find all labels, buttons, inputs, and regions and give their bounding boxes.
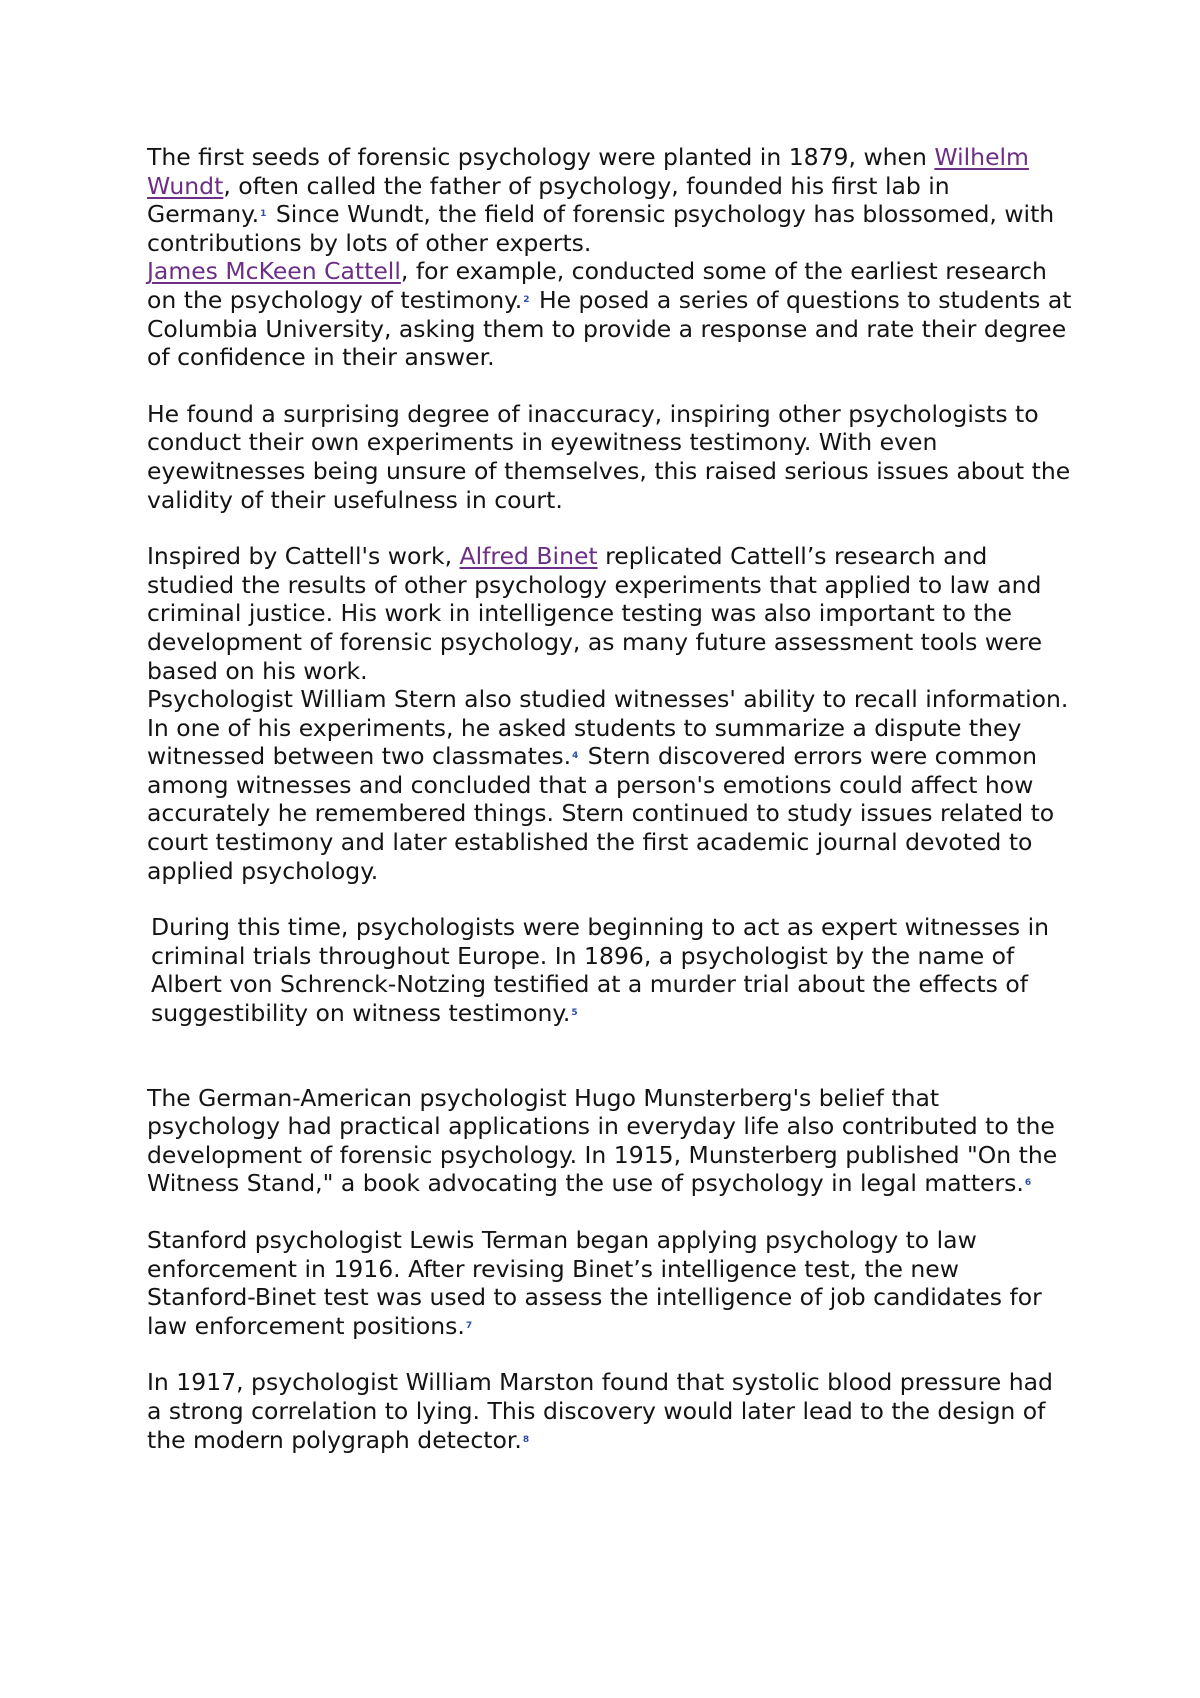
paragraph-text: The German-American psychologist Hugo Munsterberg's belief that psychology had practical applications in everyday life also contributed to the development of forensic psychology. In 1915, Munsterberg published "On the Witness Stand," a book advocating the use of psychology in legal matters. xyxy=(147,1083,1058,1198)
footnote-ref-6[interactable]: 6 xyxy=(1024,1178,1032,1189)
paragraph-cattell xyxy=(147,257,1072,371)
paragraph-munsterberg xyxy=(147,1084,1072,1198)
paragraph-text: He found a surprising degree of inaccuracy, inspiring other psychologists to conduct their own experiments in eyewitness testimony. With even eyewitnesses being unsure of themselves, this raised serious issues about the validity of their usefulness in court. xyxy=(147,399,1071,514)
link-wilhelm-wundt[interactable]: Wilhelm Wundt xyxy=(147,143,1029,200)
paragraph-text: Inspired by Cattell's work, xyxy=(147,542,460,571)
link-alfred-binet[interactable]: Alfred Binet xyxy=(459,542,598,571)
paragraph-text: In 1917, psychologist William Marston found that systolic blood pressure had a strong correlation to lying. This discovery would later lead to the design of the modern polygraph detector. xyxy=(147,1368,1053,1454)
paragraph-text: , often called the father of psychology, founded his first lab in Germany. xyxy=(147,171,950,229)
paragraph-stern xyxy=(147,685,1072,885)
paragraph-text: The first seeds of forensic psychology were planted in 1879, when xyxy=(147,143,935,171)
paragraph-binet xyxy=(147,542,1072,685)
paragraph-wundt xyxy=(147,143,1072,257)
paragraph-text: Stanford psychologist Lewis Terman began applying psychology to law enforcement in 1916. After revising Binet’s intelligence test, the new Stanford-Binet test was used to assess the intelligence of job candidates for law enforcement positions. xyxy=(147,1226,1042,1340)
paragraph-spacer xyxy=(147,1198,1072,1226)
paragraph-spacer xyxy=(147,372,1072,400)
paragraph-text: , for example, conducted some of the earliest research on the psychology of testimony. xyxy=(147,257,1047,314)
footnote-ref-1[interactable]: 1 xyxy=(260,209,267,220)
footnote-ref-5[interactable]: 5 xyxy=(571,1008,578,1019)
footnote-ref-7[interactable]: 7 xyxy=(465,1320,473,1331)
paragraph-spacer xyxy=(147,514,1072,542)
paragraph-text: replicated Cattell’s research and studied the results of other psychology experiments that applied to law and criminal justice. His work in intelligence testing was also important to the development of forensic psychology, as many future assessment tools were based on his work. xyxy=(147,542,1043,685)
footnote-ref-4[interactable]: 4 xyxy=(572,751,579,762)
paragraph-inaccuracy xyxy=(147,400,1072,514)
paragraph-text: Since Wundt, the field of forensic psychology has blossomed, with contributions by lots of other experts. xyxy=(147,200,1055,257)
link-james-mckeen-cattell[interactable]: James McKeen Cattell xyxy=(147,257,401,286)
paragraph-text: Stern discovered errors were common among witnesses and concluded that a person's emotions could affect how accurately he remembered things. Stern continued to study issues related to court testimony and later established the first academic journal devoted to applied psychology. xyxy=(147,742,1055,885)
paragraph-terman xyxy=(147,1226,1072,1340)
paragraph-spacer xyxy=(147,885,1072,913)
footnote-ref-8[interactable]: 8 xyxy=(522,1434,530,1445)
paragraph-spacer xyxy=(147,1028,1072,1084)
paragraph-expert-witnesses xyxy=(147,913,1072,1027)
footnote-ref-2[interactable]: 2 xyxy=(523,294,530,305)
paragraph-text: Psychologist William Stern also studied witnesses' ability to recall information. In one of his experiments, he asked students to summarize a dispute they witnessed between two classmates. xyxy=(147,685,1069,771)
document-body xyxy=(147,143,1072,1454)
paragraph-spacer xyxy=(147,1340,1072,1368)
paragraph-text: He posed a series of questions to students at Columbia University, asking them to provide a response and rate their degree of confidence in their answer. xyxy=(147,285,1072,372)
paragraph-text: During this time, psychologists were beginning to act as expert witnesses in criminal trials throughout Europe. In 1896, a psychologist by the name of Albert von Schrenck-Notzing testified at a murder trial about the effects of suggestibility on witness testimony. xyxy=(151,913,1050,1028)
paragraph-marston xyxy=(147,1368,1072,1454)
